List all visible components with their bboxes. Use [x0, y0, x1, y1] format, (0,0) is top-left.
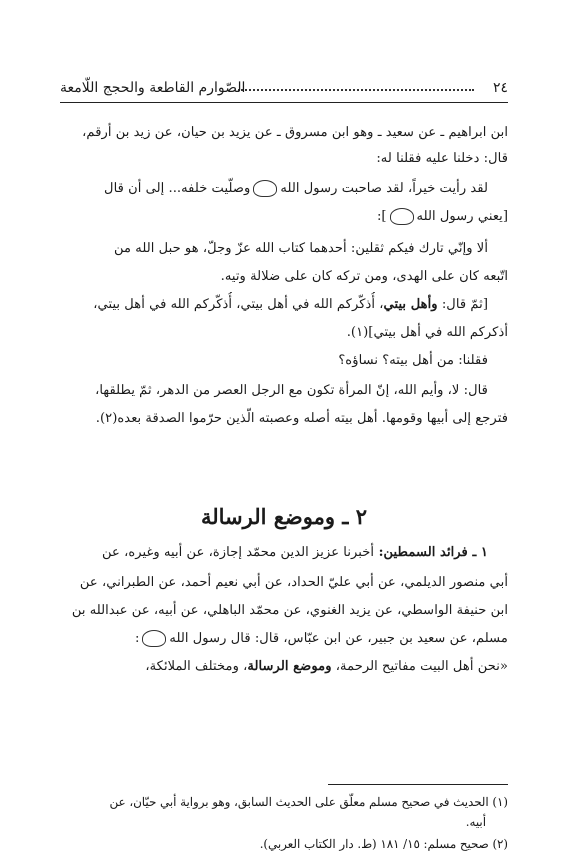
- text-line: ابن ابراهيم ـ عن سعيد ـ وهو ابن مسروق ـ عن يزيد بن حيان، عن زيد بن أرقم،: [82, 125, 508, 140]
- emphasis-text: وأهل بيتي: [383, 297, 438, 312]
- text-segment: ]:: [376, 209, 387, 224]
- text-segment: [يعني رسول الله: [416, 209, 508, 224]
- text-segment: ، ومختلف الملائكة،: [145, 659, 248, 674]
- text-line: فترجع إلى أبيها وقومها. أهل بيته أصله وعصبته الّذين حرّموا الصدقة بعده(٢).: [95, 411, 508, 426]
- header-dot-leader: [238, 89, 474, 91]
- footnote-1: (١) الحديث في صحيح مسلم معلّق على الحديث السابق، وهو برواية أبي حيّان، عن: [109, 795, 508, 809]
- salutation-glyph-icon: [142, 630, 166, 647]
- text-line: [60, 204, 508, 230]
- text-segment: لقد رأيت خيراً، لقد صاحبت رسول الله: [280, 181, 488, 196]
- text-line: ألا وإنّي تارك فيكم ثقلين: أحدهما كتاب الله عزّ وجلّ، هو حبل الله من: [114, 241, 488, 256]
- text-segment: ، أُذكّركم الله في أهل بيتي، أُذكّركم الله في أهل بيتي،: [93, 297, 384, 312]
- footnote-rule: [328, 784, 508, 785]
- text-line: [60, 540, 488, 566]
- text-line: اتّبعه كان على الهدى، ومن تركه كان على ضلالة وتيه.: [220, 269, 508, 284]
- salutation-glyph-icon: [253, 180, 277, 197]
- text-line: فقلنا: من أهل بيته؟ نساؤه؟: [338, 353, 488, 368]
- text-segment: أخبرنا عزيز الدين محمّد إجازة، عن أبيه وغيره، عن: [101, 545, 375, 560]
- salutation-glyph-icon: [390, 208, 414, 225]
- text-segment: «نحن أهل البيت مفاتيح الرحمة،: [331, 659, 508, 674]
- text-line: [60, 292, 488, 318]
- text-line: أذكركم الله في أهل بيتي](١).: [346, 325, 508, 340]
- text-line: قال: دخلنا عليه فقلنا له:: [376, 151, 508, 166]
- text-line: قال: لا، وأيم الله، إنّ المرأة تكون مع الرجل العصر من الدهر، ثمّ يطلقها،: [95, 383, 488, 398]
- text-line: [60, 626, 508, 652]
- page-header: [60, 80, 508, 100]
- text-segment: مسلم، عن سعيد بن جبير، عن ابن عبّاس، قال: قال رسول الله: [169, 631, 508, 646]
- section-heading: ٢ ـ وموضع الرسالة: [200, 504, 368, 529]
- text-segment: :: [134, 631, 140, 646]
- text-segment: وصلّيت خلفه... إلى أن قال: [104, 181, 251, 196]
- running-title: الصّوارم القاطعة والحجج اللّامعة: [60, 80, 246, 96]
- footnote-2: (٢) صحيح مسلم: ١٥/ ١٨١ (ط. دار الكتاب العربي).: [259, 837, 508, 851]
- text-line: ابن حنيفة الواسطي، عن يزيد الغنوي، عن محمّد الباهلي، عن أبيه، عن عبدالله بن: [71, 603, 508, 618]
- emphasis-text: وموضع الرسالة: [247, 659, 332, 674]
- page-number: ٢٤: [492, 80, 508, 96]
- text-line: [60, 654, 508, 680]
- text-line: أبي منصور الديلمي، عن أبي عليّ الحداد، عن أبي نعيم أحمد، عن الطبراني، عن: [79, 575, 508, 590]
- header-rule: [60, 102, 508, 103]
- text-segment: [ثمّ قال:: [437, 297, 488, 312]
- source-title: ١ ـ فرائد السمطين:: [374, 545, 488, 560]
- text-line: [60, 176, 488, 202]
- footnote-1-continued: أبيه.: [465, 815, 486, 829]
